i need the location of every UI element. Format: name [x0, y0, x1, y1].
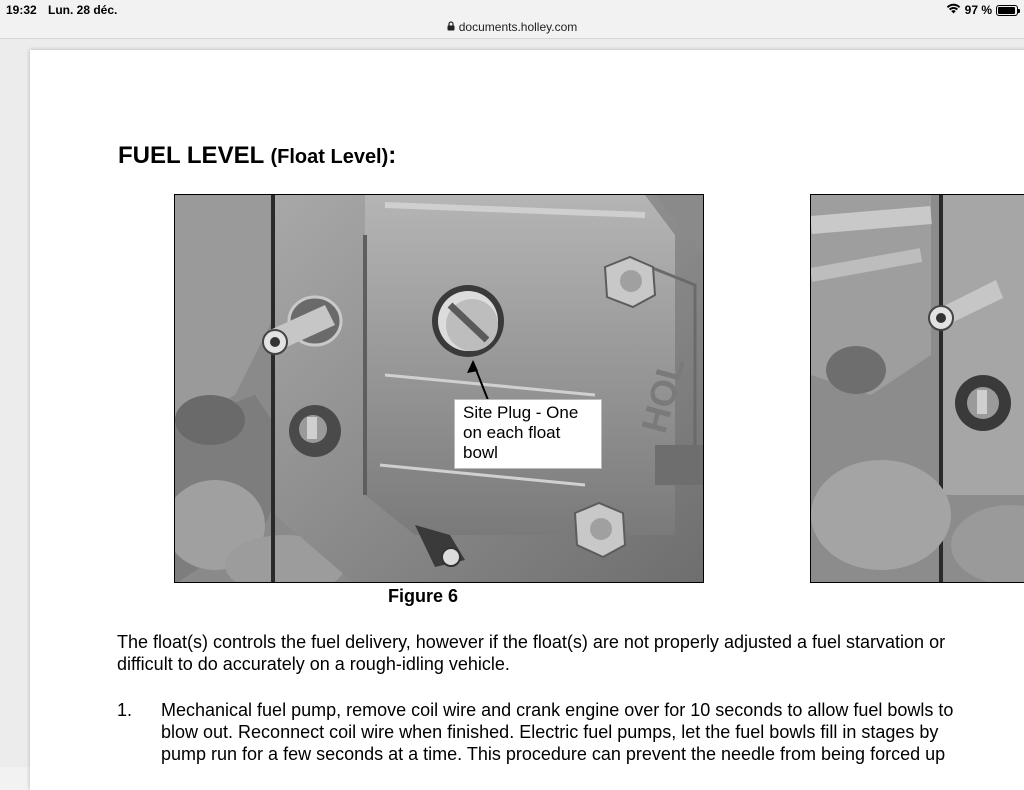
section-heading	[118, 142, 396, 170]
status-time: 19:32	[6, 3, 37, 17]
status-date: Lun. 28 déc.	[48, 3, 118, 17]
sight-plug-callout	[454, 399, 602, 469]
list-number: 1.	[117, 700, 133, 720]
status-indicators	[946, 3, 1018, 17]
callout-line: on each float	[463, 423, 561, 442]
carburetor-illustration	[175, 195, 704, 583]
figure-6-photo	[174, 194, 704, 583]
url-text: documents.holley.com	[458, 20, 578, 34]
document-page	[30, 50, 1024, 790]
battery-icon	[996, 5, 1018, 16]
figure-caption: Figure 6	[388, 586, 459, 606]
paragraph-line: The float(s) controls the fuel delivery, however if the float(s) are not properly adjusted a fuel starvation or	[117, 632, 946, 652]
battery-fill	[998, 7, 1015, 14]
callout-line: Site Plug - One	[463, 403, 579, 422]
carburetor-illustration-2	[811, 195, 1024, 583]
figure-7-photo	[810, 194, 1024, 583]
heading-colon: :	[388, 142, 397, 169]
heading-main: FUEL LEVEL	[118, 142, 264, 169]
list-line: blow out. Reconnect coil wire when finished. Electric fuel pumps, let the fuel bowls fill in stages by	[161, 722, 939, 742]
heading-sub: (Float Level)	[270, 146, 389, 168]
callout-line: bowl	[463, 443, 498, 462]
list-line: Mechanical fuel pump, remove coil wire and crank engine over for 10 seconds to allow fuel bowls to	[161, 700, 954, 720]
battery-percent: 97 %	[964, 3, 992, 17]
wifi-icon	[946, 3, 961, 17]
paragraph-line: difficult to do accurately on a rough-idling vehicle.	[117, 654, 510, 674]
document-viewer[interactable]	[0, 39, 1024, 767]
body-paragraph	[117, 631, 1024, 675]
list-text	[161, 699, 953, 765]
list-line: pump run for a few seconds at a time. This procedure can prevent the needle from being forced up	[161, 744, 946, 764]
lock-icon	[447, 20, 455, 34]
address-bar[interactable]	[0, 16, 1024, 38]
svg-text:HOL: HOL	[633, 353, 693, 438]
